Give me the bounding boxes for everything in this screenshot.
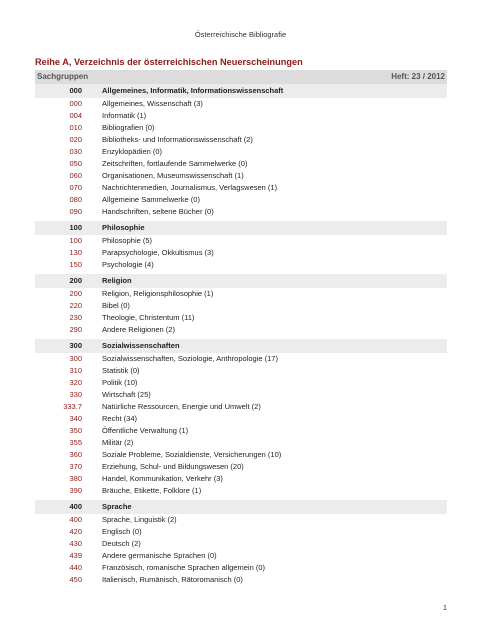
category-label: Philosophie [102, 223, 145, 232]
category-code: 220 [69, 301, 82, 310]
category-label: Philosophie (5) [102, 236, 153, 245]
category-code: 380 [69, 474, 82, 483]
category-code: 355 [69, 438, 82, 447]
category-row [35, 449, 447, 461]
category-label: Bibliografien (0) [102, 123, 155, 132]
category-row [35, 122, 447, 134]
category-row [35, 134, 447, 146]
category-code: 200 [69, 276, 82, 285]
category-label: Andere germanische Sprachen (0) [102, 551, 217, 560]
category-label: Bibliotheks- und Informationswissenschaft (2) [102, 135, 253, 144]
category-group-row [35, 500, 447, 514]
category-label: Parapsychologie, Okkultismus (3) [102, 248, 214, 257]
category-label: Allgemeines, Informatik, Informationswissenschaft [102, 86, 284, 95]
category-label: Bibel (0) [102, 301, 130, 310]
category-code: 100 [69, 223, 82, 232]
category-code: 070 [69, 183, 82, 192]
category-row [35, 235, 447, 247]
category-row [35, 288, 447, 300]
category-code: 090 [69, 207, 82, 216]
category-code: 230 [69, 313, 82, 322]
category-label: Deutsch (2) [102, 539, 141, 548]
header-sachgruppen: Sachgruppen [37, 72, 89, 81]
category-row [35, 461, 447, 473]
category-label: Wirtschaft (25) [102, 390, 151, 399]
category-code: 010 [69, 123, 82, 132]
category-label: Öffentliche Verwaltung (1) [102, 426, 189, 435]
category-code: 300 [69, 354, 82, 363]
category-row [35, 401, 447, 413]
category-code: 440 [69, 563, 82, 572]
category-label: Religion, Religionsphilosophie (1) [102, 289, 214, 298]
category-code: 000 [69, 99, 82, 108]
category-code: 439 [69, 551, 82, 560]
category-row [35, 437, 447, 449]
category-label: Recht (34) [102, 414, 138, 423]
category-code: 100 [69, 236, 82, 245]
category-row [35, 247, 447, 259]
category-label: Enzyklopädien (0) [102, 147, 163, 156]
category-row [35, 353, 447, 365]
category-label: Organisationen, Museumswissenschaft (1) [102, 171, 244, 180]
category-row [35, 300, 447, 312]
category-code: 150 [69, 260, 82, 269]
category-code: 020 [69, 135, 82, 144]
category-code: 290 [69, 325, 82, 334]
category-row [35, 98, 447, 110]
category-label: Andere Religionen (2) [102, 325, 175, 334]
category-label: Sprache, Linguistik (2) [102, 515, 177, 524]
category-code: 300 [69, 341, 82, 350]
category-row [35, 182, 447, 194]
table-header [35, 70, 447, 84]
category-code: 333.7 [63, 402, 82, 411]
category-code: 320 [69, 378, 82, 387]
category-code: 360 [69, 450, 82, 459]
header-issue: Heft: 23 / 2012 [391, 72, 445, 81]
category-row [35, 485, 447, 497]
category-row [35, 538, 447, 550]
category-label: Französisch, romanische Sprachen allgemein (0) [102, 563, 265, 572]
category-code: 330 [69, 390, 82, 399]
category-row [35, 146, 447, 158]
category-label: Psychologie (4) [102, 260, 154, 269]
category-label: Informatik (1) [102, 111, 147, 120]
category-code: 060 [69, 171, 82, 180]
category-row [35, 206, 447, 218]
category-label: Englisch (0) [102, 527, 142, 536]
category-code: 004 [69, 111, 82, 120]
category-row [35, 514, 447, 526]
category-code: 400 [69, 515, 82, 524]
category-code: 000 [69, 86, 82, 95]
category-code: 130 [69, 248, 82, 257]
category-label: Handschriften, seltene Bücher (0) [102, 207, 214, 216]
category-row [35, 473, 447, 485]
category-label: Allgemeine Sammelwerke (0) [102, 195, 200, 204]
category-label: Theologie, Christentum (11) [102, 313, 195, 322]
category-label: Soziale Probleme, Sozialdienste, Versicherungen (10) [102, 450, 282, 459]
category-row [35, 562, 447, 574]
category-label: Allgemeines, Wissenschaft (3) [102, 99, 203, 108]
category-group-row [35, 221, 447, 235]
category-row [35, 324, 447, 336]
category-group-row [35, 274, 447, 288]
category-code: 030 [69, 147, 82, 156]
category-group-row [35, 339, 447, 353]
category-row [35, 194, 447, 206]
page-number: 1 [442, 603, 447, 612]
category-row [35, 377, 447, 389]
category-label: Italienisch, Rumänisch, Rätoromanisch (0) [102, 575, 243, 584]
category-code: 080 [69, 195, 82, 204]
category-row [35, 158, 447, 170]
category-row [35, 110, 447, 122]
category-label: Militär (2) [102, 438, 134, 447]
category-label: Zeitschriften, fortlaufende Sammelwerke (0) [102, 159, 248, 168]
category-label: Handel, Kommunikation, Verkehr (3) [102, 474, 223, 483]
category-group-row [35, 84, 447, 98]
category-code: 340 [69, 414, 82, 423]
document-title: Reihe A, Verzeichnis der österreichischen Neuerscheinungen [35, 57, 303, 67]
category-row [35, 312, 447, 324]
category-code: 200 [69, 289, 82, 298]
category-label: Erziehung, Schul- und Bildungswesen (20) [102, 462, 244, 471]
category-code: 430 [69, 539, 82, 548]
category-row [35, 550, 447, 562]
category-code: 450 [69, 575, 82, 584]
category-row [35, 365, 447, 377]
category-label: Natürliche Ressourcen, Energie und Umwelt (2) [102, 402, 261, 411]
category-label: Sozialwissenschaften, Soziologie, Anthropologie (17) [102, 354, 278, 363]
category-code: 390 [69, 486, 82, 495]
category-label: Bräuche, Etikette, Folklore (1) [102, 486, 202, 495]
category-code: 350 [69, 426, 82, 435]
category-code: 310 [69, 366, 82, 375]
category-label: Sprache [102, 502, 132, 511]
category-row [35, 526, 447, 538]
category-code: 420 [69, 527, 82, 536]
category-label: Sozialwissenschaften [102, 341, 180, 350]
category-code: 370 [69, 462, 82, 471]
category-label: Politik (10) [102, 378, 138, 387]
category-label: Religion [102, 276, 132, 285]
category-row [35, 259, 447, 271]
category-label: Nachrichtenmedien, Journalismus, Verlagswesen (1) [102, 183, 278, 192]
category-row [35, 170, 447, 182]
category-code: 050 [69, 159, 82, 168]
category-label: Statistik (0) [102, 366, 140, 375]
category-row [35, 574, 447, 586]
category-row [35, 425, 447, 437]
category-row [35, 389, 447, 401]
category-code: 400 [69, 502, 82, 511]
running-header: Österreichische Bibliografie [194, 30, 287, 39]
category-row [35, 413, 447, 425]
